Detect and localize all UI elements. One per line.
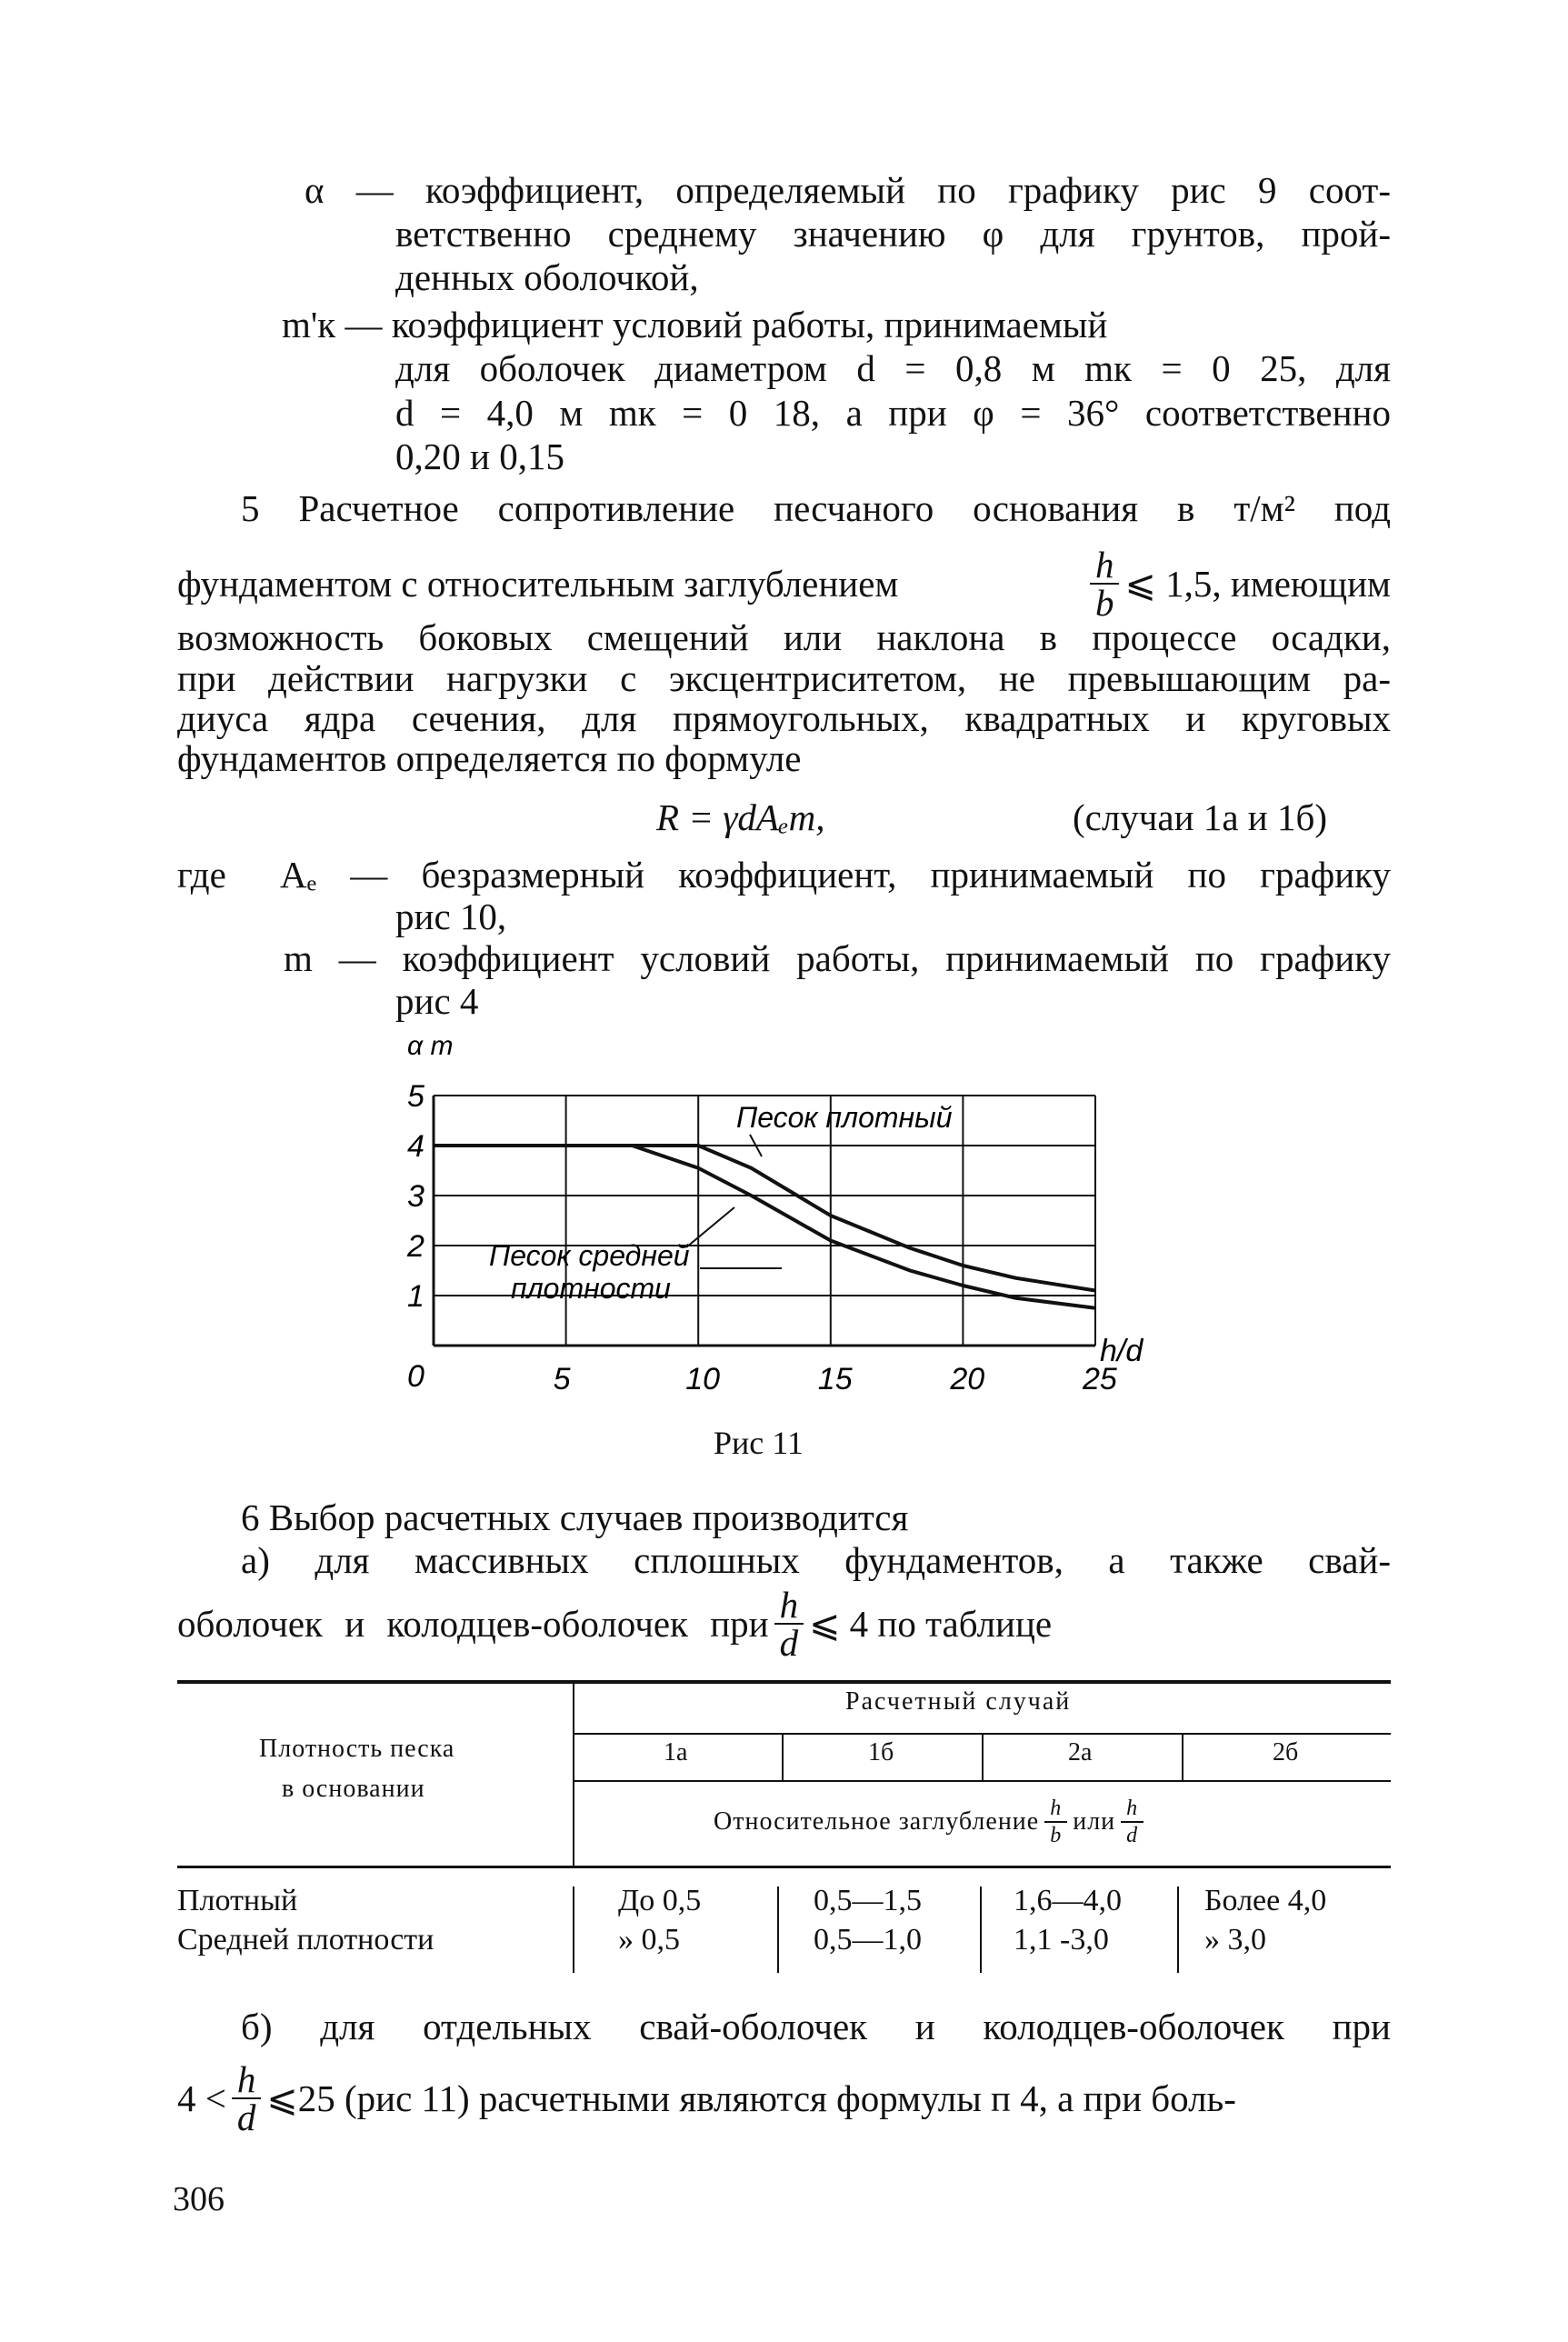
table-case-1a: 1а (664, 1738, 688, 1767)
table-body-divider-1 (777, 1887, 779, 1973)
para5-line-2-left: фундаментом с относительным заглублением (177, 563, 899, 605)
para-b-line-2-right: ⩽25 (рис 11) расчетными являются формулы п 4, а при боль- (266, 2077, 1236, 2119)
where-label: где (177, 854, 226, 896)
y-tick-label: 5 (407, 1079, 424, 1114)
annotation-label: Песок средней (489, 1239, 690, 1272)
table-body-divider-3 (1177, 1887, 1179, 1973)
table-col-divider-1 (782, 1735, 784, 1780)
table-subheader-or: или (1073, 1807, 1116, 1836)
x-tick-label: 5 (553, 1362, 571, 1396)
x-tick-label: 15 (817, 1362, 853, 1396)
table-cell: » 3,0 (1204, 1923, 1266, 1957)
para-b-line-1: б) для отдельных свай-оболочек и колодцев-оболочек при (241, 2006, 1391, 2047)
m-definition-line-2: рис 4 (395, 980, 479, 1022)
para5-line-2-right: ⩽ 1,5, имеющим (1124, 563, 1391, 605)
table-cell: До 0,5 (618, 1884, 702, 1917)
para6-line-2: а) для массивных сплошных фундаментов, а также свай- (241, 1539, 1391, 1581)
para5-line-6: фундаментов определяется по формуле (177, 737, 802, 779)
table-cell: Более 4,0 (1204, 1884, 1327, 1917)
alpha-definition-line-1: α — коэффициент, определяемый по графику рис 9 соот- (305, 169, 1391, 211)
table-cases-rule (574, 1780, 1391, 1782)
y-tick-label: 2 (407, 1229, 424, 1264)
ae-definition-line-1: Aₑ — безразмерный коэффициент, принимаемый по графику (280, 854, 1391, 896)
para5-line-1: 5 Расчетное сопротивление песчаного основания в т/м² под (241, 487, 1391, 529)
y-tick-label: 4 (407, 1129, 424, 1164)
table-row-header-line-1: Плотность песка (259, 1735, 455, 1763)
y-axis-label: α m (407, 1031, 454, 1061)
table-col-divider-2 (982, 1735, 984, 1780)
para-b-line-2 (177, 2053, 1391, 2144)
table-h-over-d: $\frac{h}{d}$ (1121, 1796, 1144, 1848)
mk-definition-line-3: d = 4,0 м mк = 0 18, а при φ = 36° соответственно (395, 392, 1391, 434)
x-tick-label: 25 (1083, 1362, 1117, 1396)
table-cell: 0,5—1,0 (814, 1923, 922, 1957)
para6-line-1: 6 Выбор расчетных случаев производится (241, 1496, 909, 1538)
alpha-definition-line-2: ветственно среднему значению φ для грунтов, прой- (395, 213, 1391, 255)
mk-definition-line-2: для оболочек диаметром d = 0,8 м mк = 0 25, для (395, 347, 1391, 389)
formula-case: (случаи 1а и 1б) (1073, 796, 1327, 838)
h-over-d-fraction: $\frac{h}{d}$ (774, 1586, 804, 1661)
y-tick-label: 0 (407, 1359, 424, 1394)
para-b-line-2-left: 4 < (177, 2077, 226, 2119)
table-cell: 1,1 -3,0 (1014, 1923, 1109, 1957)
table-body-divider-0 (573, 1887, 574, 1973)
table-row-header-line-2: в основании (282, 1775, 425, 1803)
m-definition-line-1: m — коэффициент условий работы, принимаемый по графику (284, 937, 1391, 979)
table-body-divider-2 (980, 1887, 982, 1973)
x-tick-label: 10 (685, 1362, 721, 1396)
table-row-label: Плотный (177, 1884, 298, 1917)
para6-line-3-right: ⩽ 4 по таблице (809, 1603, 1053, 1645)
table-case-1b: 1б (868, 1738, 894, 1767)
annotation-label: Песок плотный (736, 1101, 953, 1134)
annotation-label: плотности (511, 1272, 671, 1305)
mk-definition-line-1: m'к — коэффициент условий работы, принимаемый (282, 304, 1108, 345)
para-b-h-over-d: $\frac{h}{d}$ (232, 2061, 262, 2136)
formula: R = γdAₑm, (656, 796, 825, 838)
table-cell: 1,6—4,0 (1014, 1884, 1122, 1917)
table-header-divider (573, 1684, 574, 1866)
table-group-header: Расчетный случай (845, 1687, 1072, 1716)
x-axis-label: h/d (1100, 1334, 1144, 1368)
table-cell: 0,5—1,5 (814, 1884, 922, 1917)
table-subheader-text: Относительное заглубление (714, 1807, 1040, 1836)
x-tick-label: 20 (950, 1362, 985, 1396)
y-tick-label: 1 (407, 1279, 424, 1314)
table-header-bottom-rule (177, 1866, 1391, 1868)
table-top-rule (177, 1680, 1391, 1684)
para6-line-3 (177, 1578, 1052, 1669)
para6-line-3-left: оболочек и колодцев-оболочек при (177, 1603, 769, 1645)
table-subheader (714, 1796, 1149, 1848)
table-case-2a: 2а (1068, 1738, 1093, 1767)
y-tick-label: 3 (407, 1179, 424, 1214)
table-cell: » 0,5 (618, 1923, 680, 1957)
annotation-leader (686, 1207, 734, 1247)
h-over-b-fraction: $\frac{h}{b}$ (1090, 546, 1120, 621)
figure-caption: Рис 11 (714, 1425, 804, 1461)
para5-line-5: диуса ядра сечения, для прямоугольных, квадратных и круговых (177, 697, 1391, 739)
alpha-definition-line-3: денных оболочкой, (395, 256, 699, 298)
ae-definition-line-2: рис 10, (395, 896, 507, 937)
mk-definition-line-4: 0,20 и 0,15 (395, 435, 564, 477)
para5-line-3: возможность боковых смещений или наклона в процессе осадки, (177, 616, 1391, 658)
table-col-divider-3 (1182, 1735, 1183, 1780)
table-h-over-b: $\frac{h}{b}$ (1044, 1796, 1067, 1848)
page-number: 306 (173, 2180, 225, 2218)
para5-line-4: при действии нагрузки с эксцентриситетом, не превышающим ра- (177, 657, 1391, 699)
table-case-2b: 2б (1273, 1738, 1299, 1767)
table-row-label: Средней плотности (177, 1923, 434, 1957)
